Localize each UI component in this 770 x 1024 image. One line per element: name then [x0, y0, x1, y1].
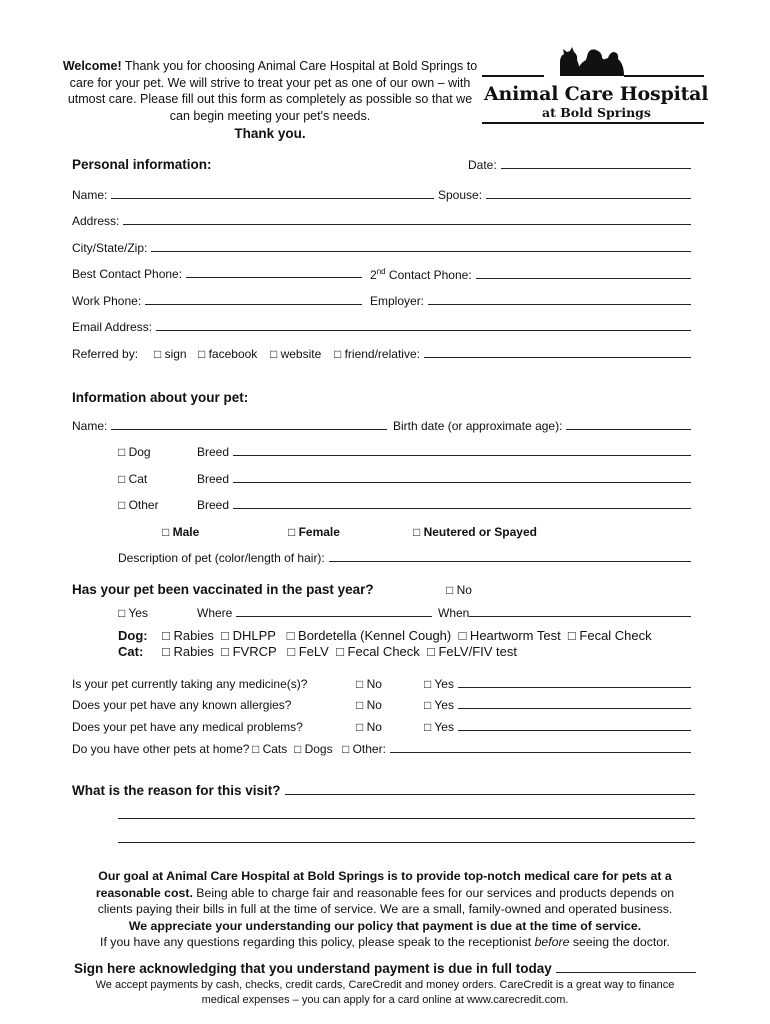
cat-vaccine-label: Cat: — [118, 644, 144, 659]
cat-vaccine-options[interactable]: □ Rabies □ FVRCP □ FeLV □ Fecal Check □ FeLV/FIV test — [162, 644, 517, 659]
other-checkbox[interactable]: □ Other — [118, 498, 159, 512]
welcome-text: Welcome! — [62, 59, 122, 73]
spouse-label: Spouse: — [438, 188, 483, 202]
payment-medical: medical expenses – you can apply for a card online at www.carecredit.com. — [201, 994, 569, 1006]
pet-name-line[interactable] — [111, 429, 387, 430]
name-label: Name: — [72, 188, 108, 202]
neutered-checkbox[interactable]: □ Neutered or Spayed — [413, 525, 537, 539]
cat-checkbox[interactable]: □ Cat — [118, 472, 148, 486]
second-phone-sup: nd — [376, 267, 386, 276]
male-checkbox[interactable]: □ Male — [162, 525, 200, 539]
vaccine-yes-checkbox[interactable]: □ Yes — [118, 606, 148, 620]
dog-checkbox[interactable]: □ Dog — [118, 445, 151, 459]
allergies-yes-field[interactable] — [424, 698, 691, 712]
policy-appreciate: We appreciate your understanding our policy that payment is due at the time of service. — [128, 918, 642, 933]
pet-heading: Information about your pet: — [72, 390, 249, 405]
name-line[interactable] — [111, 198, 434, 199]
date-line[interactable] — [501, 168, 691, 169]
ref-friend-field[interactable] — [334, 347, 691, 361]
birth-line[interactable] — [566, 429, 691, 430]
policy-questions-post: seeing the doctor. — [569, 935, 670, 949]
other-pets-other-line[interactable] — [390, 752, 691, 753]
employer-label: Employer: — [370, 294, 425, 308]
vaccine-where-label: Where — [197, 606, 233, 620]
vaccine-no-checkbox[interactable]: □ No — [446, 583, 472, 597]
thank-you-text: Thank you. — [234, 126, 306, 141]
description-field[interactable] — [118, 551, 691, 565]
city-line[interactable] — [151, 251, 691, 252]
problems-yes-field[interactable] — [424, 720, 691, 734]
cat-breed-label: Breed — [197, 472, 230, 486]
allergies-yes-line[interactable] — [458, 708, 691, 709]
payment-note — [60, 978, 710, 1008]
vaccine-when-field[interactable] — [438, 606, 691, 620]
city-label: City/State/Zip: — [72, 241, 148, 255]
employer-line[interactable] — [428, 304, 691, 305]
birth-label: Birth date (or approximate age): — [393, 419, 563, 433]
dog-breed-line[interactable] — [233, 455, 691, 456]
best-phone-label: Best Contact Phone: — [72, 267, 183, 281]
logo-subtitle: at Bold Springs — [542, 105, 651, 120]
other-pets-other-field[interactable] — [342, 742, 691, 756]
second-phone-rest: Contact Phone: — [385, 268, 472, 282]
medicine-yes-checkbox[interactable]: □ Yes — [424, 677, 454, 691]
other-pets-other-checkbox[interactable]: □ Other: — [342, 742, 386, 756]
vaccine-where-field[interactable] — [197, 606, 432, 620]
visit-reason-line-1[interactable] — [285, 794, 695, 795]
problems-question: Does your pet have any medical problems? — [72, 720, 303, 734]
second-phone-field[interactable] — [370, 267, 691, 282]
policy-fees-line — [60, 885, 710, 902]
intro-paragraph — [60, 58, 480, 143]
email-label: Email Address: — [72, 320, 153, 334]
vaccine-where-line[interactable] — [236, 616, 432, 617]
second-phone-line[interactable] — [476, 278, 691, 279]
vaccine-when-label: When — [438, 606, 470, 620]
other-pets-dogs-checkbox[interactable]: □ Dogs — [294, 742, 333, 756]
allergies-question: Does your pet have any known allergies? — [72, 698, 292, 712]
address-label: Address: — [72, 214, 120, 228]
address-line[interactable] — [123, 224, 691, 225]
cat-breed-field[interactable] — [197, 472, 691, 486]
visit-reason-line-2[interactable] — [118, 818, 695, 819]
signature-line[interactable] — [556, 972, 696, 973]
work-phone-label: Work Phone: — [72, 294, 142, 308]
other-breed-label: Breed — [197, 498, 230, 512]
email-line[interactable] — [156, 330, 691, 331]
signature-label: Sign here acknowledging that you understand payment is due in full today — [74, 961, 552, 976]
name-field[interactable] — [72, 188, 434, 202]
other-pets-question: Do you have other pets at home? — [72, 742, 250, 756]
ref-friend-checkbox[interactable]: □ friend/relative: — [334, 347, 420, 361]
visit-reason-question: What is the reason for this visit? — [72, 783, 281, 798]
address-field[interactable] — [72, 214, 691, 228]
second-phone-label — [370, 267, 472, 282]
ref-sign-checkbox[interactable]: □ sign — [154, 347, 187, 361]
dog-vaccine-label: Dog: — [118, 628, 148, 643]
policy-before: before — [534, 935, 570, 949]
other-breed-line[interactable] — [233, 508, 691, 509]
work-phone-field[interactable] — [72, 294, 362, 308]
best-phone-field[interactable] — [72, 267, 362, 281]
ref-website-checkbox[interactable]: □ website — [270, 347, 322, 361]
pet-name-field[interactable] — [72, 419, 387, 433]
visit-reason-field[interactable] — [72, 783, 695, 798]
birth-field[interactable] — [393, 419, 691, 433]
spouse-field[interactable] — [438, 188, 691, 202]
medicine-question: Is your pet currently taking any medicine(s)? — [72, 677, 308, 691]
other-breed-field[interactable] — [197, 498, 691, 512]
logo-title: Animal Care Hospital — [484, 83, 709, 105]
date-field[interactable] — [468, 158, 691, 172]
medicine-yes-field[interactable] — [424, 677, 691, 691]
policy-questions — [60, 934, 710, 951]
personal-heading: Personal information: — [72, 157, 212, 172]
date-label: Date: — [468, 158, 497, 172]
problems-yes-line[interactable] — [458, 730, 691, 731]
policy-fees: Being able to charge fair and reasonable fees for our services and products depends on — [192, 885, 675, 900]
hospital-logo — [480, 46, 709, 128]
referred-label: Referred by: — [72, 347, 139, 361]
visit-reason-line-3[interactable] — [118, 842, 695, 843]
female-checkbox[interactable]: □ Female — [288, 525, 340, 539]
dog-breed-label: Breed — [197, 445, 230, 459]
policy-paragraph — [60, 868, 710, 951]
problems-no-checkbox[interactable]: □ No — [356, 720, 382, 734]
city-field[interactable] — [72, 241, 691, 255]
policy-questions-pre: If you have any questions regarding this policy, please speak to the receptionist — [100, 935, 535, 949]
cat-breed-line[interactable] — [233, 482, 691, 483]
ref-facebook-checkbox[interactable]: □ facebook — [198, 347, 258, 361]
allergies-yes-checkbox[interactable]: □ Yes — [424, 698, 454, 712]
description-label: Description of pet (color/length of hair): — [118, 551, 325, 565]
policy-reasonable: reasonable cost. — [95, 885, 193, 900]
work-phone-line[interactable] — [145, 304, 362, 305]
second-phone-num: 2 — [370, 268, 377, 282]
intro-text: Thank you for choosing Animal Care Hospital at Bold Springs to care for your pet. We will strive to treat your pet as one of our own – with utmost care. Please fill out this form as completely as possible so that we can begin meeting your pet's needs. — [67, 59, 478, 123]
email-field[interactable] — [72, 320, 691, 334]
dog-breed-field[interactable] — [197, 445, 691, 459]
spouse-line[interactable] — [486, 198, 691, 199]
payment-accept: We accept payments by cash, checks, credit cards, CareCredit and money orders. CareCredit is a great way to finance — [95, 979, 675, 991]
signature-field[interactable] — [74, 961, 696, 976]
employer-field[interactable] — [370, 294, 691, 308]
vaccine-when-line[interactable] — [469, 616, 691, 617]
ref-friend-line[interactable] — [424, 357, 691, 358]
policy-clients: clients paying their bills in full at the time of service. We are a small, family-owned and operated business. — [97, 902, 673, 916]
other-pets-cats-checkbox[interactable]: □ Cats — [252, 742, 288, 756]
problems-yes-checkbox[interactable]: □ Yes — [424, 720, 454, 734]
allergies-no-checkbox[interactable]: □ No — [356, 698, 382, 712]
best-phone-line[interactable] — [186, 277, 362, 278]
policy-goal: Our goal at Animal Care Hospital at Bold Springs is to provide top-notch medical care for pets at a — [98, 869, 672, 883]
medicine-yes-line[interactable] — [458, 687, 691, 688]
pet-name-label: Name: — [72, 419, 108, 433]
dog-vaccine-options[interactable]: □ Rabies □ DHLPP □ Bordetella (Kennel Cough) □ Heartworm Test □ Fecal Check — [162, 628, 652, 643]
medicine-no-checkbox[interactable]: □ No — [356, 677, 382, 691]
description-line[interactable] — [329, 561, 691, 562]
vaccine-question: Has your pet been vaccinated in the past year? — [72, 582, 374, 597]
